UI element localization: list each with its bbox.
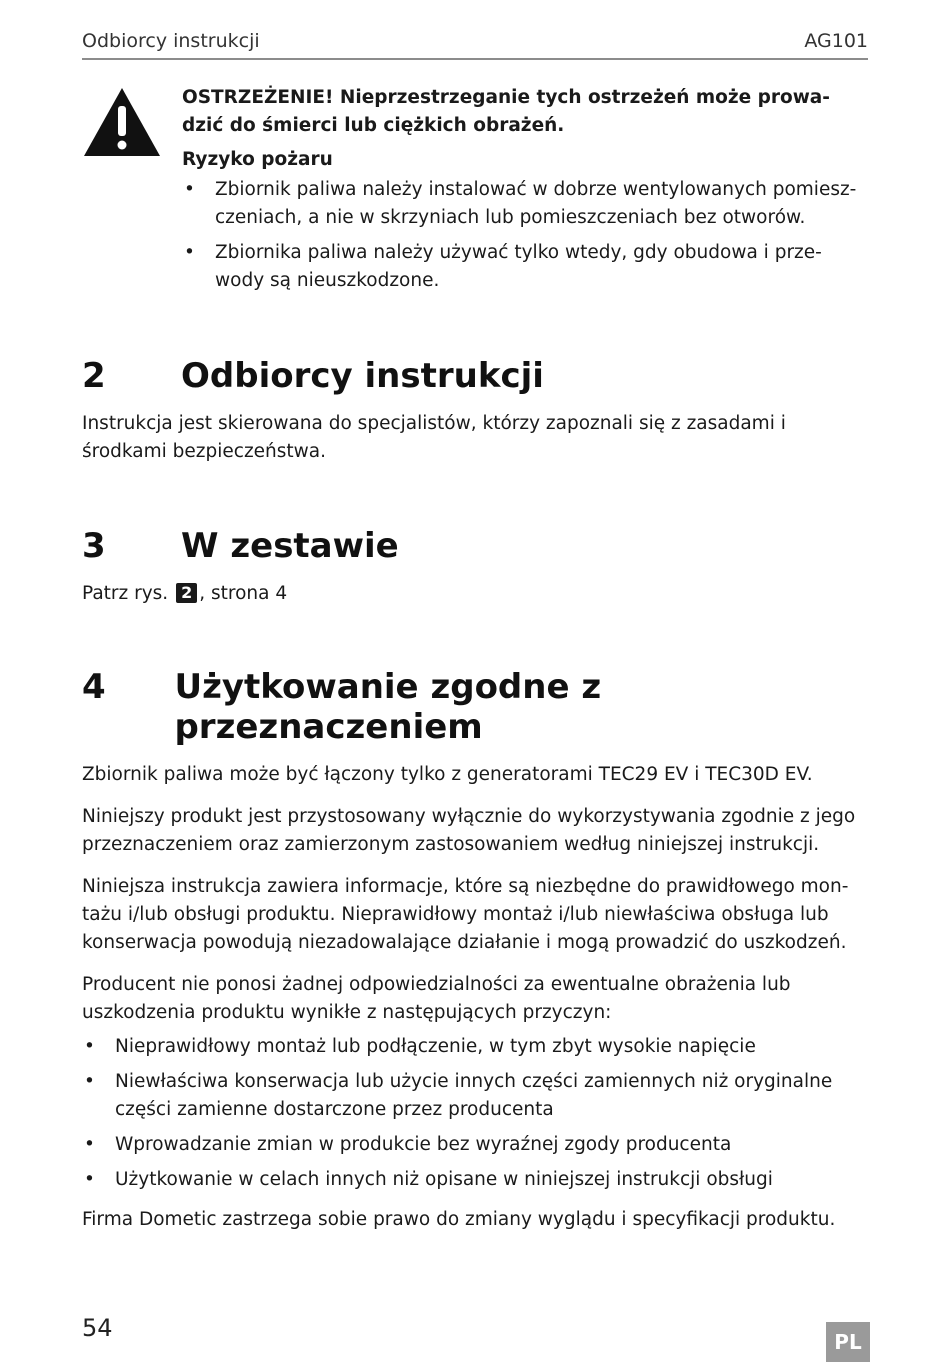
section-3 (82, 526, 872, 622)
warning-title: OSTRZEŻENIE! Nieprzestrzeganie tych ostrzeżeń może prowa- dzić do śmierci lub ciężkich obrażeń. (182, 87, 830, 136)
figure-reference (82, 580, 872, 608)
figure-number-badge: 2 (176, 583, 197, 603)
list-item: • Niewłaściwa konserwacja lub użycie innych części zamiennych niż oryginalne części zamienne dostarczone przez producenta (82, 1068, 872, 1124)
warning-list (182, 176, 872, 295)
section-number: 2 (82, 356, 106, 396)
header-model: AG101 (804, 30, 868, 52)
list-item: • Zbiornik paliwa należy instalować w dobrze wentylowanych pomiesz- czeniach, a nie w skrzyniach lub pomieszczeniach bez otworów. (182, 176, 872, 232)
section-title: Odbiorcy instrukcji (181, 356, 544, 396)
warning-block (82, 84, 872, 302)
section-heading (82, 667, 872, 747)
ref-suffix: , strona 4 (199, 583, 288, 604)
section-2 (82, 356, 872, 480)
page-header (82, 30, 868, 60)
section-heading (82, 356, 872, 396)
section-4 (82, 667, 872, 1248)
causes-list (82, 1033, 872, 1194)
list-item: • Użytkowanie w celach innych niż opisane w niniejszej instrukcji obsługi (82, 1166, 872, 1194)
paragraph: Niniejsza instrukcja zawiera informacje, które są niezbędne do prawidłowego mon- tażu i/lub obsługi produktu. Nieprawidłowy montaż i/lub niewłaściwa obsługa lub konserwacja powodują niezadowalające działanie i mogą prowadzić do uszkodzeń. (82, 876, 849, 953)
warning-triangle-icon (82, 86, 162, 158)
section-number: 4 (82, 667, 106, 707)
paragraph: Niniejszy produkt jest przystosowany wyłącznie do wykorzystywania zgodnie z jego przeznaczeniem oraz zamierzonym zastosowaniem według niniejszej instrukcji. (82, 806, 856, 855)
section-heading (82, 526, 872, 566)
paragraph: Zbiornik paliwa może być łączony tylko z generatorami TEC29 EV i TEC30D EV. (82, 764, 813, 785)
page-number: 54 (82, 1314, 113, 1342)
ref-prefix: Patrz rys. (82, 583, 169, 604)
header-section-title: Odbiorcy instrukcji (82, 30, 260, 52)
warning-subtitle: Ryzyko pożaru (182, 149, 333, 170)
language-badge: PL (826, 1322, 870, 1362)
paragraph: Instrukcja jest skierowana do specjalistów, którzy zapoznali się z zasadami i środkami bezpieczeństwa. (82, 413, 786, 462)
section-title: W zestawie (181, 526, 399, 566)
section-number: 3 (82, 526, 106, 566)
list-item: • Zbiornika paliwa należy używać tylko wtedy, gdy obudowa i prze- wody są nieuszkodzone. (182, 239, 872, 295)
list-item: • Wprowadzanie zmian w produkcie bez wyraźnej zgody producenta (82, 1131, 872, 1159)
paragraph: Producent nie ponosi żadnej odpowiedzialności za ewentualne obrażenia lub uszkodzenia produktu wynikłe z następujących przyczyn: (82, 974, 791, 1023)
list-item: • Nieprawidłowy montaż lub podłączenie, w tym zbyt wysokie napięcie (82, 1033, 872, 1061)
section-title: Użytkowanie zgodne z przeznaczeniem (174, 667, 602, 747)
closing-paragraph: Firma Dometic zastrzega sobie prawo do zmiany wyglądu i specyfikacji produktu. (82, 1209, 836, 1230)
